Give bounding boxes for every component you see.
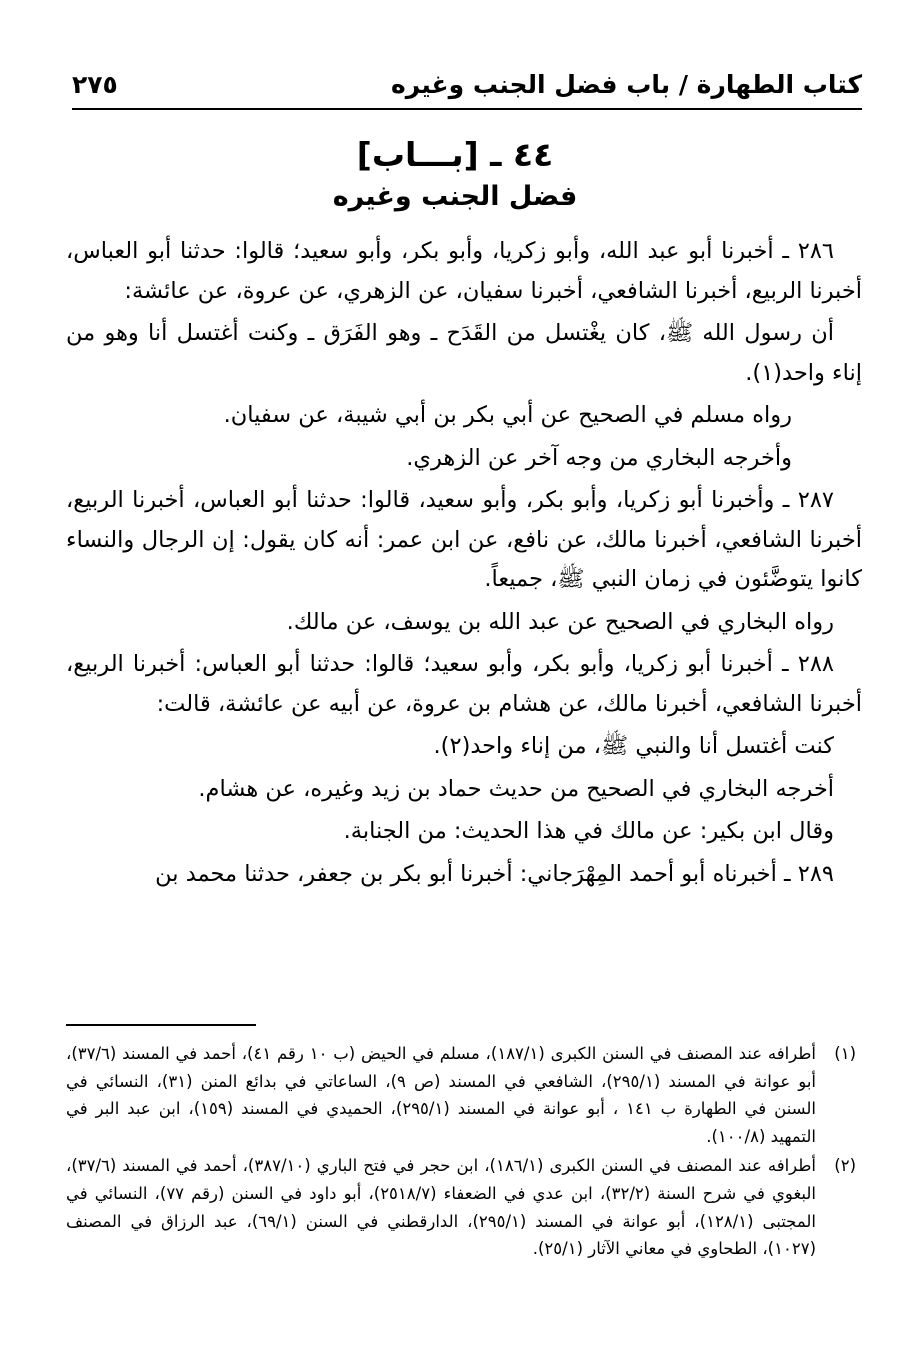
footnotes <box>66 1040 862 1265</box>
hadith-286-source-bukhari: وأخرجه البخاري من وجه آخر عن الزهري. <box>406 444 792 471</box>
footnote-2-text: أطرافه عند المصنف في السنن الكبرى (١٨٦/١)، ابن حجر في فتح الباري (٣٨٧/١٠)، أحمد في المسند (٣٧/٦)، البغوي في شرح السنة (٣٢/٢)، ابن عدي في الضعفاء (٢٥١٨/٧)، أبو داود في السنن (رقم ٧٧)، النسائي في المجتبى (١٢٨/١)، أبو عوانة في المسند (٢٩٥/١)، الدارقطني في السنن (٦٩/١)، عبد الرزاق في المصنف (١٠٢٧)، الطحاوي في معاني الآثار (٢٥/١). <box>66 1156 816 1259</box>
hadith-288-source: أخرجه البخاري في الصحيح من حديث حماد بن زيد وغيره، عن هشام. <box>198 775 834 802</box>
hadith-289-chain: ٢٨٩ ـ أخبرناه أبو أحمد المِهْرَجاني: أخبرنا أبو بكر بن جعفر، حدثنا محمد بن <box>155 860 834 887</box>
page-number: ٢٧٥ <box>72 70 118 99</box>
footnote-2 <box>66 1152 862 1262</box>
header-divider <box>72 108 862 110</box>
hadith-288-text: كنت أغتسل أنا والنبي ﷺ، من إناء واحد(٢). <box>433 733 834 759</box>
main-text <box>66 232 862 897</box>
hadith-288-note: وقال ابن بكير: عن مالك في هذا الحديث: من الجنابة. <box>343 818 834 844</box>
hadith-286-text: أن رسول الله ﷺ، كان يغْتسل من القَدَح ـ وهو الفَرَق ـ وكنت أغتسل أنا وهو من إناء واحد(١). <box>66 320 862 386</box>
hadith-286-chain: ٢٨٦ ـ أخبرنا أبو عبد الله، وأبو زكريا، وأبو بكر، وأبو سعيد؛ قالوا: حدثنا أبو العباس، أخبرنا الربيع، أخبرنا الشافعي، أخبرنا سفيان، عن الزهري، عن عروة، عن عائشة: <box>66 238 862 304</box>
chapter-heading: ٤٤ ـ [بـــاب] <box>356 135 554 174</box>
header-title: كتاب الطهارة / باب فضل الجنب وغيره <box>391 70 862 99</box>
footnote-1-number: (١) <box>834 1044 856 1063</box>
hadith-287: ٢٨٧ ـ وأخبرنا أبو زكريا، وأبو بكر، وأبو سعيد، قالوا: حدثنا أبو العباس، أخبرنا الربيع، أخبرنا الشافعي، أخبرنا مالك، عن نافع، عن ابن عمر: أنه كان يقول: إن الرجال والنساء كانوا يتوضَّئون في زمان النبي ﷺ، جميعاً. <box>66 487 862 592</box>
hadith-287-source: رواه البخاري في الصحيح عن عبد الله بن يوسف، عن مالك. <box>286 608 834 635</box>
footnote-divider <box>66 1024 256 1026</box>
hadith-288-chain: ٢٨٨ ـ أخبرنا أبو زكريا، وأبو بكر، وأبو سعيد؛ قالوا: حدثنا أبو العباس: أخبرنا الربيع، أخبرنا الشافعي، أخبرنا مالك، عن هشام بن عروة، عن أبيه عن عائشة، قالت: <box>66 651 862 717</box>
chapter-subtitle: فضل الجنب وغيره <box>332 181 578 212</box>
hadith-286-source-muslim: رواه مسلم في الصحيح عن أبي بكر بن أبي شيبة، عن سفيان. <box>223 402 792 428</box>
footnote-1-text: أطرافه عند المصنف في السنن الكبرى (١٨٧/١)، مسلم في الحيض (ب ١٠ رقم ٤١)، أحمد في المسند (٣٧/٦)، أبو عوانة في المسند (٢٩٥/١)، الشافعي في المسند (ص ٩)، الساعاتي في بدائع المنن (٣١)، النسائي في السنن في الطهارة ب ١٤١ ، أبو عوانة في المسند (٢٩٥/١)، الحميدي في المسند (١٥٩)، ابن عبد البر في التمهيد (١٠٠/٨). <box>66 1044 817 1146</box>
footnote-1 <box>66 1040 862 1150</box>
footnote-2-number: (٢) <box>834 1156 856 1176</box>
running-header <box>72 66 862 106</box>
